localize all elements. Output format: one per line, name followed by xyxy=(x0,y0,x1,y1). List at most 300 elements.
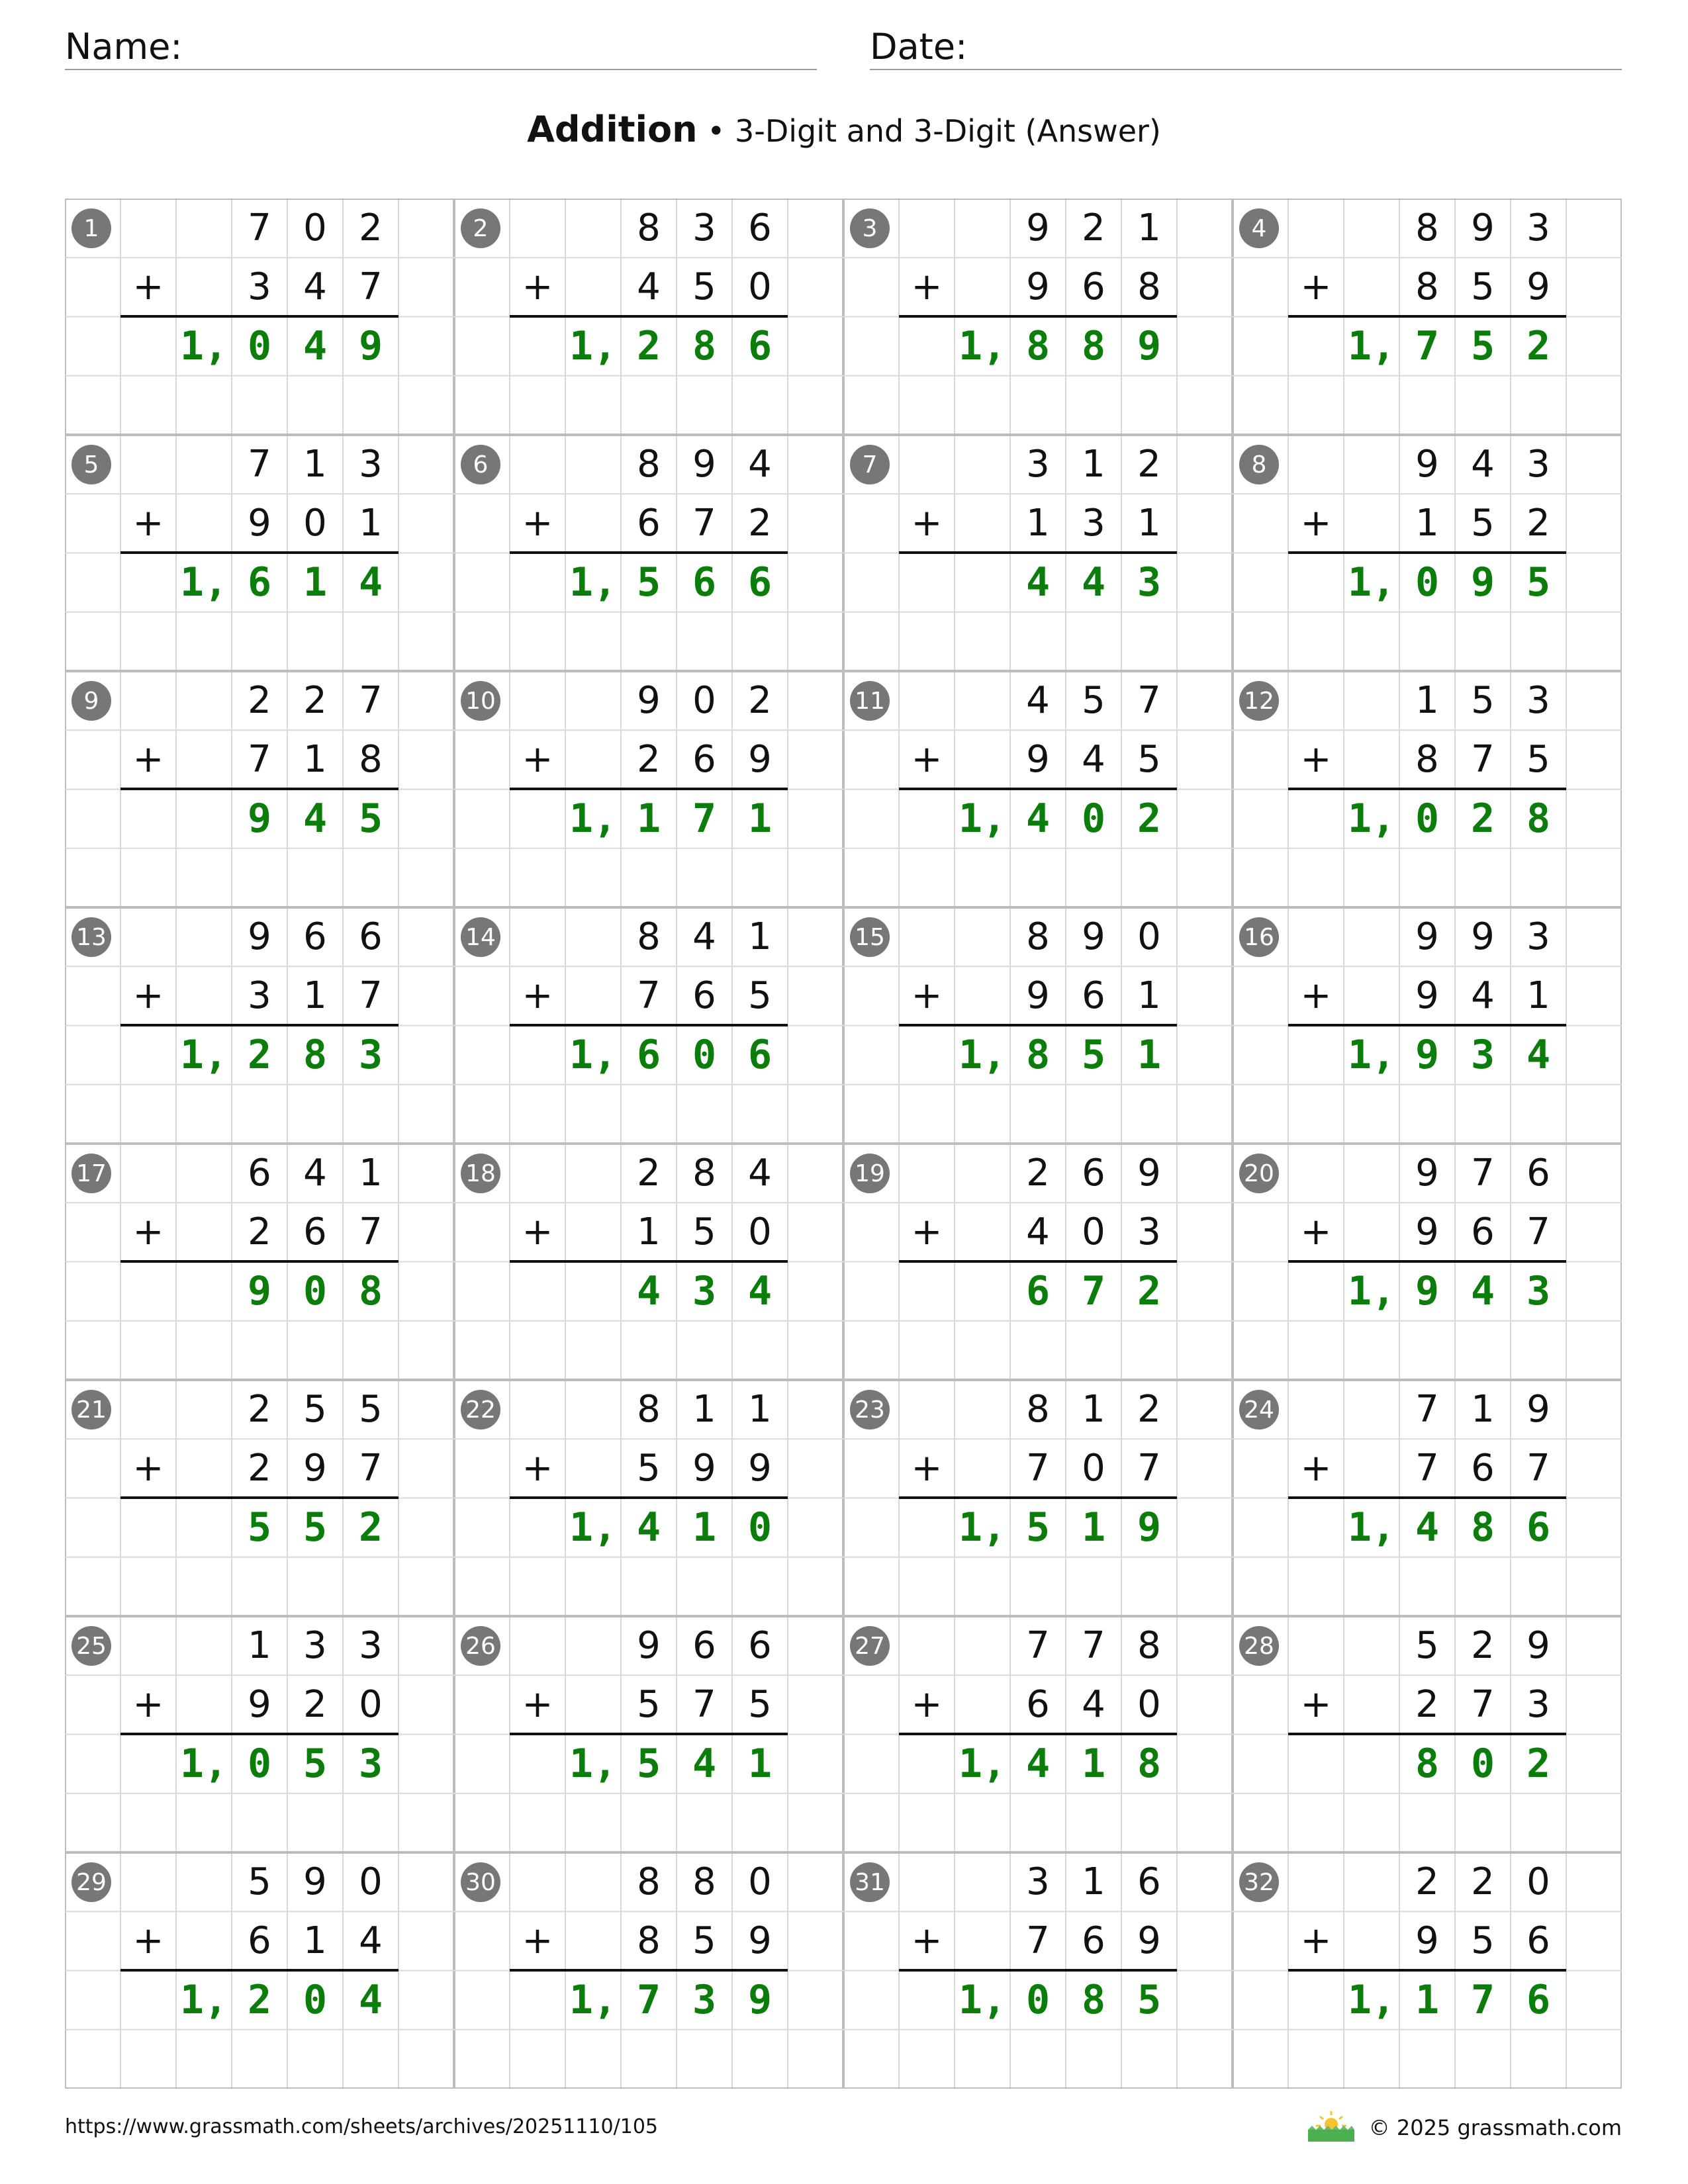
top-digit: 1 xyxy=(248,1624,271,1667)
top-digit: 9 xyxy=(637,1624,661,1667)
plus-operator: + xyxy=(911,974,943,1018)
bottom-digit: 8 xyxy=(1415,738,1439,782)
answer-digit: 8 xyxy=(1415,1741,1440,1787)
bottom-digit: 7 xyxy=(637,974,661,1018)
problem-number-badge: 2 xyxy=(461,208,500,248)
bottom-digit: 7 xyxy=(692,1683,716,1727)
bottom-digit: 8 xyxy=(1415,265,1439,309)
bottom-digit: 9 xyxy=(1026,974,1050,1018)
problem-number-badge: 26 xyxy=(461,1626,500,1666)
bottom-digit: 6 xyxy=(1082,1919,1105,1963)
bottom-digit: 7 xyxy=(1526,1447,1550,1490)
name-label: Name: xyxy=(65,26,183,68)
answer-digit: 1, xyxy=(569,1977,618,2023)
problem-number-badge: 25 xyxy=(71,1626,111,1666)
problem-number-badge: 12 xyxy=(1239,681,1279,721)
top-digit: 9 xyxy=(1471,206,1495,250)
top-digit: 3 xyxy=(1526,206,1550,250)
problem-number-badge: 8 xyxy=(1239,445,1279,484)
problem-number-badge: 22 xyxy=(461,1390,500,1430)
answer-digit: 0 xyxy=(1415,796,1440,842)
top-digit: 7 xyxy=(1137,679,1161,722)
bottom-digit: 7 xyxy=(359,1447,383,1490)
bottom-digit: 9 xyxy=(1415,1210,1439,1254)
top-digit: 2 xyxy=(1026,1152,1050,1195)
answer-digit: 1, xyxy=(1347,1268,1396,1314)
problem-number-badge: 16 xyxy=(1239,917,1279,957)
bottom-digit: 6 xyxy=(692,974,716,1018)
answer-digit: 0 xyxy=(303,1268,328,1314)
top-digit: 6 xyxy=(1082,1152,1105,1195)
top-digit: 6 xyxy=(692,1624,716,1667)
answer-digit: 4 xyxy=(303,323,328,369)
problem-number-badge: 30 xyxy=(461,1862,500,1902)
answer-digit: 2 xyxy=(1526,1741,1551,1787)
bottom-digit: 5 xyxy=(692,265,716,309)
bottom-digit: 7 xyxy=(692,502,716,545)
top-digit: 9 xyxy=(692,443,716,486)
top-digit: 1 xyxy=(748,915,772,958)
answer-digit: 1, xyxy=(569,1741,618,1787)
problem-number-badge: 5 xyxy=(71,445,111,484)
answer-digit: 2 xyxy=(247,1032,272,1078)
plus-operator: + xyxy=(132,502,164,545)
answer-digit: 6 xyxy=(692,559,717,606)
top-digit: 2 xyxy=(1137,1388,1161,1431)
answer-digit: 1, xyxy=(569,323,618,369)
bottom-digit: 7 xyxy=(359,1210,383,1254)
top-digit: 9 xyxy=(1026,206,1050,250)
answer-digit: 2 xyxy=(1470,796,1495,842)
answer-digit: 7 xyxy=(692,796,717,842)
bottom-digit: 9 xyxy=(1026,265,1050,309)
answer-digit: 1, xyxy=(179,1741,228,1787)
top-digit: 9 xyxy=(1415,443,1439,486)
bottom-digit: 7 xyxy=(1471,738,1495,782)
bottom-digit: 9 xyxy=(1526,265,1550,309)
worksheet-title xyxy=(0,106,1688,155)
answer-digit: 5 xyxy=(636,559,661,606)
bottom-digit: 6 xyxy=(303,1210,327,1254)
bottom-digit: 6 xyxy=(1026,1683,1050,1727)
top-digit: 7 xyxy=(1026,1624,1050,1667)
top-digit: 2 xyxy=(303,679,327,722)
top-digit: 7 xyxy=(1471,1152,1495,1195)
bottom-digit: 2 xyxy=(248,1210,271,1254)
bottom-digit: 6 xyxy=(1082,974,1105,1018)
problem-number-badge: 23 xyxy=(850,1390,890,1430)
answer-digit: 8 xyxy=(1526,796,1551,842)
top-digit: 3 xyxy=(359,443,383,486)
answer-digit: 9 xyxy=(1137,323,1162,369)
top-digit: 2 xyxy=(1137,443,1161,486)
top-digit: 1 xyxy=(748,1388,772,1431)
plus-operator: + xyxy=(911,502,943,545)
plus-operator: + xyxy=(522,1210,553,1254)
bottom-digit: 1 xyxy=(303,974,327,1018)
answer-digit: 2 xyxy=(247,1977,272,2023)
answer-digit: 8 xyxy=(358,1268,383,1314)
bottom-digit: 5 xyxy=(1137,738,1161,782)
answer-digit: 1, xyxy=(1347,1504,1396,1551)
top-digit: 6 xyxy=(248,1152,271,1195)
top-digit: 7 xyxy=(1082,1624,1105,1667)
answer-digit: 9 xyxy=(1415,1268,1440,1314)
bottom-digit: 6 xyxy=(637,502,661,545)
answer-digit: 1 xyxy=(303,559,328,606)
answer-digit: 3 xyxy=(358,1032,383,1078)
answer-digit: 0 xyxy=(1081,796,1106,842)
bottom-digit: 8 xyxy=(637,1919,661,1963)
bottom-digit: 7 xyxy=(1137,1447,1161,1490)
top-digit: 5 xyxy=(1082,679,1105,722)
top-digit: 4 xyxy=(1026,679,1050,722)
top-digit: 0 xyxy=(692,679,716,722)
answer-digit: 1, xyxy=(1347,796,1396,842)
top-digit: 3 xyxy=(1026,1860,1050,1903)
top-digit: 2 xyxy=(248,679,271,722)
bottom-digit: 7 xyxy=(248,738,271,782)
top-digit: 3 xyxy=(1026,443,1050,486)
answer-digit: 1, xyxy=(1347,323,1396,369)
bottom-digit: 3 xyxy=(248,974,271,1018)
top-digit: 3 xyxy=(1526,915,1550,958)
problem-number-badge: 7 xyxy=(850,445,890,484)
top-digit: 6 xyxy=(748,206,772,250)
top-digit: 2 xyxy=(637,1152,661,1195)
answer-digit: 4 xyxy=(636,1504,661,1551)
top-digit: 1 xyxy=(1082,443,1105,486)
answer-digit: 5 xyxy=(1081,1032,1106,1078)
top-digit: 9 xyxy=(637,679,661,722)
top-digit: 4 xyxy=(748,443,772,486)
top-digit: 9 xyxy=(1082,915,1105,958)
answer-digit: 3 xyxy=(1526,1268,1551,1314)
top-digit: 5 xyxy=(1471,679,1495,722)
bottom-digit: 5 xyxy=(637,1447,661,1490)
top-digit: 5 xyxy=(1415,1624,1439,1667)
bottom-digit: 5 xyxy=(1471,265,1495,309)
bottom-digit: 2 xyxy=(1526,502,1550,545)
plus-operator: + xyxy=(132,974,164,1018)
bottom-digit: 4 xyxy=(303,265,327,309)
answer-digit: 9 xyxy=(1137,1504,1162,1551)
plus-operator: + xyxy=(132,1683,164,1727)
answer-digit: 2 xyxy=(1137,796,1162,842)
answer-digit: 6 xyxy=(247,559,272,606)
bottom-digit: 1 xyxy=(1137,502,1161,545)
bottom-digit: 9 xyxy=(248,1683,271,1727)
top-digit: 7 xyxy=(248,443,271,486)
answer-digit: 4 xyxy=(636,1268,661,1314)
bottom-digit: 4 xyxy=(359,1919,383,1963)
plus-operator: + xyxy=(1300,1683,1332,1727)
top-digit: 0 xyxy=(1137,915,1161,958)
bottom-digit: 5 xyxy=(1526,738,1550,782)
top-digit: 8 xyxy=(637,206,661,250)
top-digit: 2 xyxy=(1082,206,1105,250)
plus-operator: + xyxy=(911,1447,943,1490)
answer-digit: 7 xyxy=(1415,323,1440,369)
top-digit: 8 xyxy=(692,1152,716,1195)
top-digit: 6 xyxy=(1137,1860,1161,1903)
top-digit: 1 xyxy=(1415,679,1439,722)
top-digit: 6 xyxy=(303,915,327,958)
plus-operator: + xyxy=(522,974,553,1018)
plus-operator: + xyxy=(522,1447,553,1490)
answer-digit: 2 xyxy=(1137,1268,1162,1314)
answer-digit: 2 xyxy=(358,1504,383,1551)
problem-number-badge: 1 xyxy=(71,208,111,248)
answer-digit: 1, xyxy=(958,796,1007,842)
bottom-digit: 5 xyxy=(692,1919,716,1963)
answer-digit: 6 xyxy=(1526,1977,1551,2023)
name-field[interactable] xyxy=(65,25,817,70)
bottom-digit: 0 xyxy=(1082,1210,1105,1254)
answer-digit: 4 xyxy=(1081,559,1106,606)
answer-digit: 1 xyxy=(1081,1504,1106,1551)
bottom-digit: 0 xyxy=(1137,1683,1161,1727)
answer-digit: 4 xyxy=(1415,1504,1440,1551)
plus-operator: + xyxy=(1300,1447,1332,1490)
top-digit: 8 xyxy=(637,443,661,486)
bottom-digit: 9 xyxy=(1026,738,1050,782)
answer-digit: 6 xyxy=(747,559,773,606)
top-digit: 0 xyxy=(303,206,327,250)
answer-digit: 0 xyxy=(692,1032,717,1078)
answer-digit: 7 xyxy=(636,1977,661,2023)
top-digit: 5 xyxy=(359,1388,383,1431)
date-field[interactable] xyxy=(870,25,1622,70)
answer-digit: 9 xyxy=(358,323,383,369)
answer-digit: 1, xyxy=(179,1032,228,1078)
top-digit: 3 xyxy=(692,206,716,250)
answer-digit: 3 xyxy=(1470,1032,1495,1078)
answer-digit: 0 xyxy=(247,1741,272,1787)
top-digit: 0 xyxy=(748,1860,772,1903)
answer-digit: 4 xyxy=(692,1741,717,1787)
bottom-digit: 6 xyxy=(1471,1210,1495,1254)
answer-digit: 3 xyxy=(692,1977,717,2023)
top-digit: 4 xyxy=(1471,443,1495,486)
top-digit: 2 xyxy=(359,206,383,250)
answer-digit: 6 xyxy=(1526,1504,1551,1551)
answer-digit: 2 xyxy=(636,323,661,369)
plus-operator: + xyxy=(911,738,943,782)
plus-operator: + xyxy=(1300,1919,1332,1963)
bottom-digit: 3 xyxy=(248,265,271,309)
problem-number-badge: 21 xyxy=(71,1390,111,1430)
grass-sun-logo-icon xyxy=(1307,2110,1356,2146)
bottom-digit: 0 xyxy=(359,1683,383,1727)
top-digit: 4 xyxy=(303,1152,327,1195)
bottom-digit: 8 xyxy=(1137,265,1161,309)
answer-digit: 1, xyxy=(958,323,1007,369)
answer-digit: 8 xyxy=(303,1032,328,1078)
answer-digit: 9 xyxy=(1470,559,1495,606)
answer-digit: 1 xyxy=(636,796,661,842)
answer-digit: 5 xyxy=(1137,1977,1162,2023)
top-digit: 1 xyxy=(1471,1388,1495,1431)
problem-number-badge: 28 xyxy=(1239,1626,1279,1666)
title-separator: • xyxy=(697,113,735,149)
bottom-digit: 4 xyxy=(637,265,661,309)
top-digit: 9 xyxy=(1526,1624,1550,1667)
problem-number-badge: 27 xyxy=(850,1626,890,1666)
top-digit: 1 xyxy=(1082,1388,1105,1431)
answer-digit: 1, xyxy=(569,1504,618,1551)
problem-number-badge: 15 xyxy=(850,917,890,957)
answer-digit: 0 xyxy=(747,1504,773,1551)
bottom-digit: 7 xyxy=(1415,1447,1439,1490)
problem-number-badge: 9 xyxy=(71,681,111,721)
bottom-digit: 5 xyxy=(1471,502,1495,545)
answer-digit: 5 xyxy=(1470,323,1495,369)
answer-digit: 1, xyxy=(569,1032,618,1078)
top-digit: 2 xyxy=(248,1388,271,1431)
bottom-digit: 1 xyxy=(1415,502,1439,545)
bottom-digit: 4 xyxy=(1082,738,1105,782)
answer-digit: 4 xyxy=(1526,1032,1551,1078)
top-digit: 0 xyxy=(359,1860,383,1903)
answer-digit: 5 xyxy=(247,1504,272,1551)
top-digit: 8 xyxy=(1026,1388,1050,1431)
footer-copyright: © 2025 grassmath.com xyxy=(1368,2115,1622,2140)
bottom-digit: 2 xyxy=(637,738,661,782)
top-digit: 8 xyxy=(637,1388,661,1431)
answer-digit: 0 xyxy=(247,323,272,369)
bottom-digit: 5 xyxy=(692,1210,716,1254)
bottom-digit: 3 xyxy=(1137,1210,1161,1254)
answer-digit: 1 xyxy=(692,1504,717,1551)
bottom-digit: 9 xyxy=(748,1447,772,1490)
top-digit: 7 xyxy=(248,206,271,250)
top-digit: 9 xyxy=(1137,1152,1161,1195)
plus-operator: + xyxy=(1300,265,1332,309)
date-label: Date: xyxy=(870,26,968,68)
footer-url[interactable]: https://www.grassmath.com/sheets/archives/20251110/105 xyxy=(65,2115,659,2138)
plus-operator: + xyxy=(522,265,553,309)
footer-brand xyxy=(1307,2110,1622,2146)
plus-operator: + xyxy=(132,1919,164,1963)
answer-digit: 6 xyxy=(747,323,773,369)
bottom-digit: 2 xyxy=(248,1447,271,1490)
answer-digit: 5 xyxy=(1025,1504,1051,1551)
answer-digit: 1, xyxy=(1347,1977,1396,2023)
top-digit: 7 xyxy=(1415,1388,1439,1431)
bottom-digit: 2 xyxy=(748,502,772,545)
title-subtitle: 3-Digit and 3-Digit (Answer) xyxy=(734,113,1161,149)
bottom-digit: 7 xyxy=(1526,1210,1550,1254)
top-digit: 6 xyxy=(359,915,383,958)
top-digit: 2 xyxy=(1415,1860,1439,1903)
bottom-digit: 6 xyxy=(248,1919,271,1963)
bottom-digit: 9 xyxy=(248,502,271,545)
answer-digit: 1, xyxy=(179,323,228,369)
plus-operator: + xyxy=(1300,974,1332,1018)
answer-digit: 6 xyxy=(747,1032,773,1078)
bottom-digit: 7 xyxy=(1026,1447,1050,1490)
top-digit: 1 xyxy=(359,1152,383,1195)
bottom-digit: 8 xyxy=(359,738,383,782)
answer-digit: 6 xyxy=(636,1032,661,1078)
problem-number-badge: 24 xyxy=(1239,1390,1279,1430)
problem-number-badge: 3 xyxy=(850,208,890,248)
bottom-digit: 1 xyxy=(359,502,383,545)
top-digit: 2 xyxy=(1471,1860,1495,1903)
bottom-digit: 6 xyxy=(1471,1447,1495,1490)
plus-operator: + xyxy=(522,502,553,545)
bottom-digit: 1 xyxy=(303,738,327,782)
bottom-digit: 6 xyxy=(1526,1919,1550,1963)
answer-digit: 1 xyxy=(747,1741,773,1787)
answer-digit: 9 xyxy=(1415,1032,1440,1078)
answer-digit: 4 xyxy=(1025,796,1051,842)
bottom-digit: 3 xyxy=(1082,502,1105,545)
top-digit: 3 xyxy=(303,1624,327,1667)
answer-digit: 1, xyxy=(569,796,618,842)
bottom-digit: 6 xyxy=(1082,265,1105,309)
bottom-digit: 5 xyxy=(1471,1919,1495,1963)
top-digit: 5 xyxy=(248,1860,271,1903)
top-digit: 8 xyxy=(637,1860,661,1903)
answer-digit: 8 xyxy=(1025,1032,1051,1078)
problem-number-badge: 6 xyxy=(461,445,500,484)
answer-digit: 1, xyxy=(179,1977,228,2023)
bottom-digit: 2 xyxy=(303,1683,327,1727)
plus-operator: + xyxy=(1300,738,1332,782)
plus-operator: + xyxy=(132,738,164,782)
plus-operator: + xyxy=(911,1683,943,1727)
problem-number-badge: 4 xyxy=(1239,208,1279,248)
bottom-digit: 9 xyxy=(692,1447,716,1490)
answer-digit: 4 xyxy=(358,1977,383,2023)
plus-operator: + xyxy=(522,1683,553,1727)
bottom-digit: 0 xyxy=(303,502,327,545)
bottom-digit: 4 xyxy=(1082,1683,1105,1727)
title-main: Addition xyxy=(527,109,698,150)
top-digit: 9 xyxy=(248,915,271,958)
top-digit: 1 xyxy=(692,1388,716,1431)
answer-digit: 3 xyxy=(1137,559,1162,606)
answer-digit: 4 xyxy=(747,1268,773,1314)
top-digit: 1 xyxy=(303,443,327,486)
answer-digit: 9 xyxy=(747,1977,773,2023)
bottom-digit: 0 xyxy=(748,265,772,309)
plus-operator: + xyxy=(522,1919,553,1963)
top-digit: 9 xyxy=(1471,915,1495,958)
problem-number-badge: 19 xyxy=(850,1154,890,1193)
top-digit: 9 xyxy=(1415,915,1439,958)
bottom-digit: 9 xyxy=(1415,1919,1439,1963)
bottom-digit: 5 xyxy=(748,1683,772,1727)
top-digit: 2 xyxy=(748,679,772,722)
bottom-digit: 1 xyxy=(303,1919,327,1963)
plus-operator: + xyxy=(132,265,164,309)
problem-number-badge: 32 xyxy=(1239,1862,1279,1902)
answer-digit: 8 xyxy=(1137,1741,1162,1787)
top-digit: 5 xyxy=(303,1388,327,1431)
top-digit: 9 xyxy=(303,1860,327,1903)
answer-digit: 5 xyxy=(358,796,383,842)
answer-digit: 1, xyxy=(1347,1032,1396,1078)
top-digit: 8 xyxy=(637,915,661,958)
answer-digit: 4 xyxy=(303,796,328,842)
answer-digit: 5 xyxy=(1526,559,1551,606)
plus-operator: + xyxy=(1300,1210,1332,1254)
answer-digit: 4 xyxy=(358,559,383,606)
bottom-digit: 4 xyxy=(1026,1210,1050,1254)
